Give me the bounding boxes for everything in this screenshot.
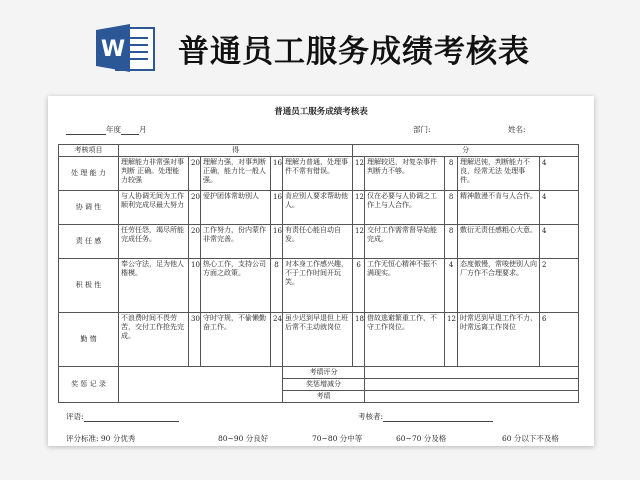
record-value	[365, 367, 579, 379]
header-row	[59, 145, 579, 157]
header-score-b: 分	[353, 145, 579, 157]
criteria-cell: 任劳任怨，竭尽所能完成任务。	[119, 225, 189, 259]
score-cell: 8	[271, 259, 283, 313]
table-row	[59, 259, 579, 313]
assessment-table	[58, 144, 579, 403]
comment-label: 评语:	[66, 412, 84, 421]
criteria-cell: 借故逃避繁重工作，不守工作岗位。	[365, 313, 445, 367]
score-cell: 8	[445, 225, 458, 259]
criteria-cell: 不浪费时间不畏劳苦，交付工作抢先完成。	[119, 313, 189, 367]
standard-text: 70~80 分中等	[312, 434, 363, 443]
row-item: 勤 惰	[59, 313, 119, 367]
record-value	[365, 379, 579, 391]
standard-text: 60 分以下不及格	[502, 434, 559, 443]
criteria-cell: 交付工作需常督导始能完成。	[365, 225, 445, 259]
criteria-cell: 奉公守法，足为他人楷模。	[119, 259, 189, 313]
score-cell: 6	[540, 313, 579, 367]
criteria-cell: 虽少迟到早退但上班后常不主动就岗位	[283, 313, 353, 367]
row-item: 责 任 感	[59, 225, 119, 259]
score-cell: 20	[189, 157, 201, 191]
score-cell: 16	[271, 225, 283, 259]
record-sub-label: 考绩	[283, 391, 365, 403]
header-score-a: 得	[119, 145, 353, 157]
year-label: 年度	[106, 125, 121, 134]
table-row	[59, 225, 579, 259]
criteria-cell: 与人协调无间为工作顺利完成尽最大努力	[119, 191, 189, 225]
score-cell: 16	[271, 191, 283, 225]
score-cell: 10	[189, 259, 201, 313]
score-cell: 12	[445, 313, 458, 367]
score-cell: 8	[445, 191, 458, 225]
score-cell: 12	[353, 191, 365, 225]
score-cell: 24	[271, 313, 283, 367]
month-label: 月	[139, 125, 147, 134]
score-cell: 4	[445, 259, 458, 313]
criteria-cell: 理解力普通，处理事件不常有错误。	[283, 157, 353, 191]
criteria-cell: 对本身工作感兴趣，不于工作时间开玩笑。	[283, 259, 353, 313]
criteria-cell: 热心工作，支持公司方面之政策。	[201, 259, 271, 313]
score-cell: 30	[189, 313, 201, 367]
record-sub-label: 奖惩增减分	[283, 379, 365, 391]
score-cell: 2	[540, 259, 579, 313]
criteria-cell: 守时守规，不偷懒勤奋工作。	[201, 313, 271, 367]
criteria-cell: 理解较迟，对复杂事件判断力不够。	[365, 157, 445, 191]
criteria-cell: 敷衍无责任感粗心大意。	[458, 225, 540, 259]
dept-label: 部门:	[413, 125, 431, 134]
criteria-cell: 仅在必要与人协调之工作上与人合作。	[365, 191, 445, 225]
score-cell: 6	[353, 259, 365, 313]
assessor-label: 考核者:	[358, 412, 384, 421]
assessor-field	[358, 411, 493, 422]
row-item: 处 理 能 力	[59, 157, 119, 191]
criteria-cell: 工作无恒心精神不振不满现实。	[365, 259, 445, 313]
table-row	[59, 313, 579, 367]
criteria-cell: 态度傲慢，常唆使别人向厂方作不合理要求。	[458, 259, 540, 313]
standard-text: 评分标准: 90 分优秀	[66, 434, 136, 443]
banner	[0, 0, 640, 90]
criteria-cell: 理解力强，对事判断正确，能力比一般人强。	[201, 157, 271, 191]
score-cell: 4	[540, 157, 579, 191]
criteria-cell: 理解迟钝，判断能力不良，经常无法 处理事件。	[458, 157, 540, 191]
score-cell: 18	[353, 313, 365, 367]
criteria-cell: 精神散漫不肯与人合作。	[458, 191, 540, 225]
score-cell: 12	[353, 225, 365, 259]
word-icon-letter: W	[100, 37, 126, 62]
score-cell: 12	[353, 157, 365, 191]
score-cell: 4	[540, 225, 579, 259]
table-row	[59, 157, 579, 191]
record-label: 奖 惩 记 录	[59, 367, 119, 403]
score-cell: 16	[271, 157, 283, 191]
score-cell: 4	[540, 191, 579, 225]
criteria-cell: 爱护团体常助别人	[201, 191, 271, 225]
standard-text: 80~90 分良好	[218, 434, 269, 443]
criteria-cell: 理解能力非常强对事判断 正确。处理能力较强	[119, 157, 189, 191]
criteria-cell: 时常迟到早退工作不力，时常远离工作岗位	[458, 313, 540, 367]
standard-text: 60~70 分及格	[396, 434, 447, 443]
document-sheet	[48, 96, 594, 446]
score-cell: 20	[189, 191, 201, 225]
score-cell: 8	[445, 157, 458, 191]
record-value	[365, 391, 579, 403]
header-item: 考核项目	[59, 145, 119, 157]
record-blank	[119, 367, 283, 403]
criteria-cell: 有责任心能自动自发。	[283, 225, 353, 259]
criteria-cell: 工作努力，份内蒙作非常完善。	[201, 225, 271, 259]
criteria-cell: 肯应别人要求帮助他人。	[283, 191, 353, 225]
record-row	[59, 367, 579, 379]
table-row	[59, 191, 579, 225]
year-month-field	[66, 124, 147, 135]
row-item: 协 调 性	[59, 191, 119, 225]
name-label: 姓名:	[508, 125, 526, 134]
record-sub-label: 考绩评分	[283, 367, 365, 379]
row-item: 积 极 性	[59, 259, 119, 313]
document-title: 普通员工服务成绩考核表	[274, 107, 368, 117]
score-cell: 20	[189, 225, 201, 259]
comment-field	[66, 411, 179, 422]
page-title: 普通员工服务成绩考核表	[178, 34, 530, 70]
word-document-icon	[94, 24, 158, 72]
